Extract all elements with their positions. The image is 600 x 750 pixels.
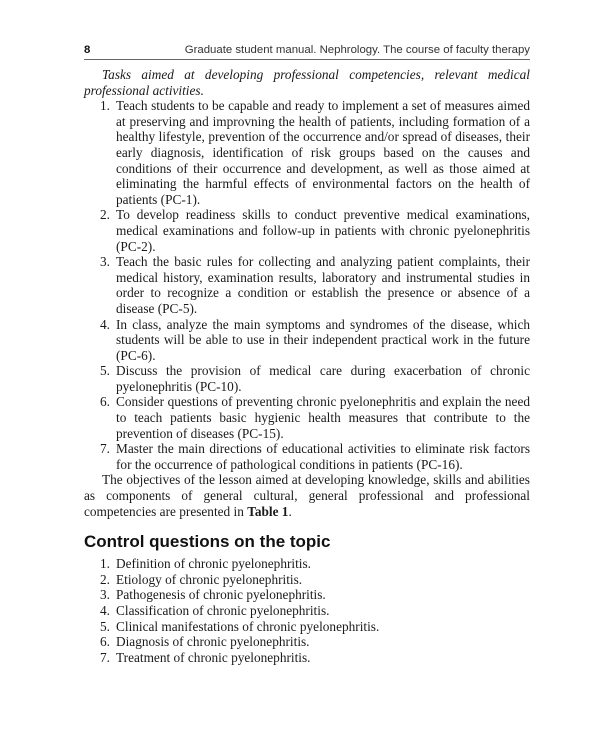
item-text: Teach students to be capable and ready to implement a set of measures aimed at preserving and improvning the health of patients, including formation of a healthy lifestyle, prevention of the occurrence and/or spread of diseases, their early diagnosis, identification of risk groups based on the causes and conditions of their occurrence and development, as well as those aimed at eliminating the harmful effects of environmental factors on the health of patients (PC-1). bbox=[116, 98, 530, 207]
control-questions-list bbox=[84, 556, 530, 665]
list-item bbox=[84, 572, 530, 588]
table-reference: Table 1 bbox=[247, 503, 289, 519]
list-item bbox=[84, 587, 530, 603]
item-number: 2. bbox=[100, 571, 110, 587]
item-number: 1. bbox=[100, 556, 110, 572]
objectives-paragraph bbox=[84, 472, 530, 519]
list-item bbox=[84, 603, 530, 619]
page-number: 8 bbox=[84, 44, 91, 56]
list-item bbox=[84, 207, 530, 254]
item-text: Teach the basic rules for collecting and analyzing patient complaints, their medical history, examination results, laboratory and instrumental studies in order to recognize a condition or establish the presence or absence of a disease (PC-5). bbox=[116, 254, 530, 316]
list-item bbox=[84, 634, 530, 650]
section-heading: Control questions on the topic bbox=[84, 532, 331, 552]
list-item bbox=[84, 441, 530, 472]
list-item bbox=[84, 363, 530, 394]
item-number: 3. bbox=[100, 587, 110, 603]
item-text: Treatment of chronic pyelonephritis. bbox=[116, 649, 311, 665]
item-number: 1. bbox=[100, 98, 110, 114]
list-item bbox=[84, 650, 530, 666]
objectives-end: . bbox=[288, 503, 292, 519]
objectives-text: The objectives of the lesson aimed at developing knowledge, skills and abilities as components of general cultural, general professional and professional competencies are presented in bbox=[84, 472, 530, 519]
list-item bbox=[84, 98, 530, 207]
running-title: Graduate student manual. Nephrology. The course of faculty therapy bbox=[184, 44, 530, 56]
item-text: In class, analyze the main symptoms and syndromes of the disease, which students will be able to use in their independent practical work in the future (PC-6). bbox=[116, 316, 530, 363]
list-item bbox=[84, 619, 530, 635]
item-number: 4. bbox=[100, 316, 110, 332]
item-number: 3. bbox=[100, 254, 110, 270]
item-number: 7. bbox=[100, 649, 110, 665]
item-text: Consider questions of preventing chronic pyelonephritis and explain the need to teach patients basic hygienic health measures that contribute to the prevention of diseases (PC-15). bbox=[116, 394, 530, 441]
list-item bbox=[84, 254, 530, 316]
item-text: Diagnosis of chronic pyelonephritis. bbox=[116, 634, 310, 650]
item-number: 5. bbox=[100, 363, 110, 379]
list-item bbox=[84, 394, 530, 441]
item-text: Etiology of chronic pyelonephritis. bbox=[116, 571, 303, 587]
item-text: Classification of chronic pyelonephritis. bbox=[116, 603, 330, 618]
item-text: Master the main directions of educational activities to eliminate risk factors for the occurrence of pathological conditions in patients (PC-16). bbox=[116, 441, 530, 472]
running-header bbox=[84, 44, 530, 60]
list-item bbox=[84, 556, 530, 572]
tasks-list bbox=[84, 98, 530, 472]
item-text: To develop readiness skills to conduct preventive medical examinations, medical examinations and follow-up in patients with chronic pyelonephritis (PC-2). bbox=[116, 207, 530, 254]
item-number: 6. bbox=[100, 634, 110, 650]
item-number: 2. bbox=[100, 207, 110, 223]
tasks-intro: Tasks aimed at developing professional competencies, relevant medical professional activities. bbox=[84, 67, 530, 98]
page-body bbox=[84, 67, 530, 665]
item-text: Pathogenesis of chronic pyelonephritis. bbox=[116, 587, 326, 603]
item-text: Definition of chronic pyelonephritis. bbox=[116, 556, 311, 572]
item-number: 5. bbox=[100, 618, 110, 634]
item-number: 7. bbox=[100, 441, 110, 457]
item-number: 6. bbox=[100, 394, 110, 410]
list-item bbox=[84, 317, 530, 364]
item-number: 4. bbox=[100, 603, 110, 618]
item-text: Discuss the provision of medical care during exacerbation of chronic pyelonephritis (PC-10). bbox=[116, 363, 530, 394]
item-text: Clinical manifestations of chronic pyelonephritis. bbox=[116, 618, 380, 634]
